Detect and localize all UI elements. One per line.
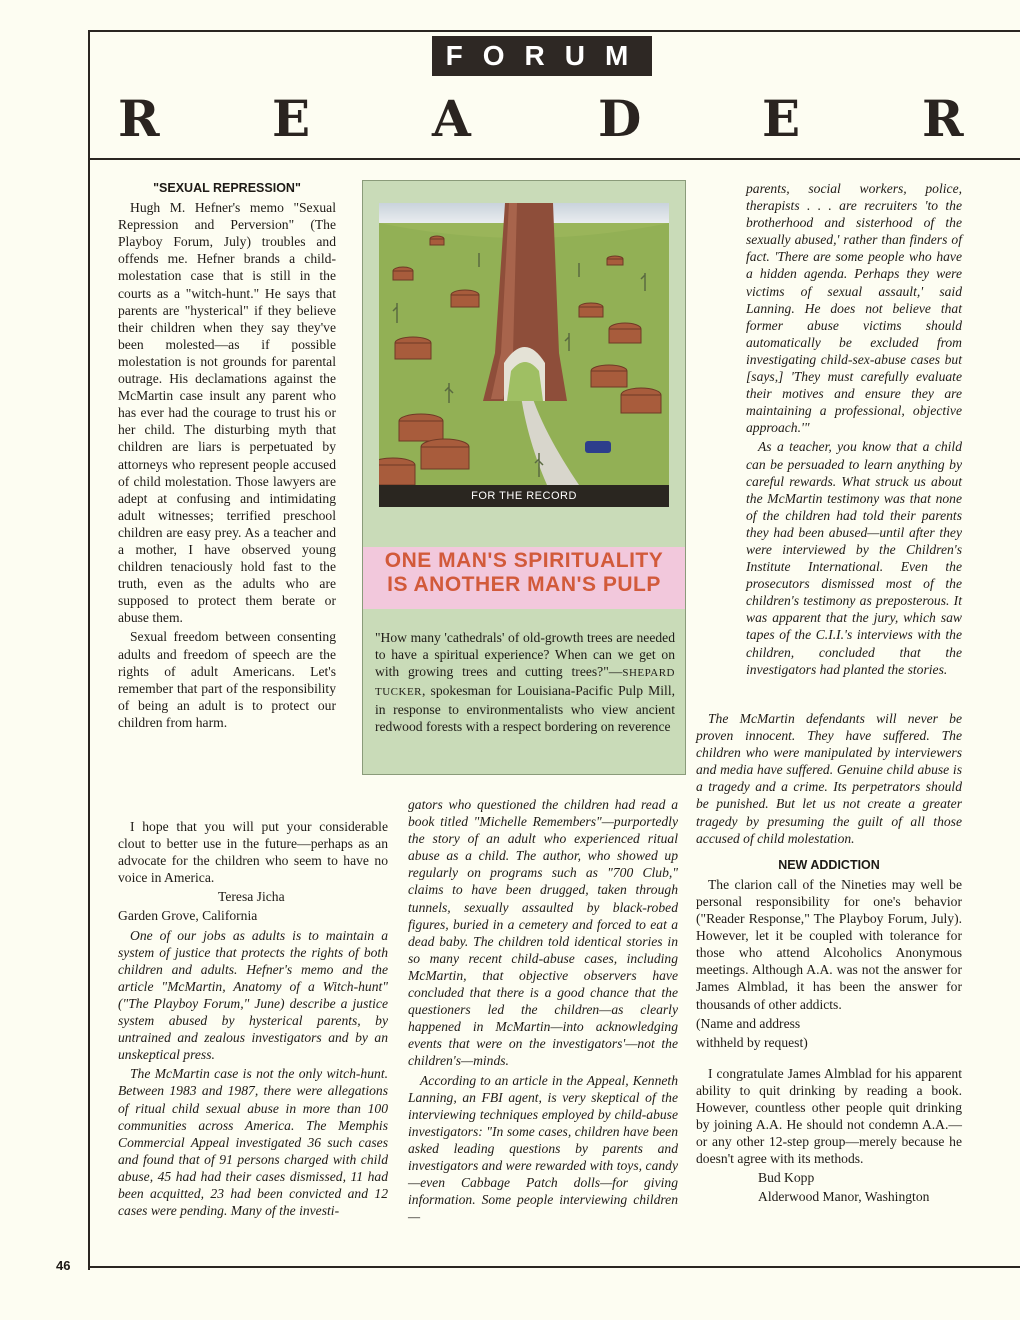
withheld-line: (Name and address <box>696 1015 801 1031</box>
title-letter: D <box>598 89 642 148</box>
section-label: FORUM <box>432 36 652 76</box>
letter-paragraph: According to an article in the Appeal, Kenneth Lanning, an FBI agent, is very skeptical of the interviewing techniques employed by child-abuse investigators: "In some cases, children have been asked leading questions by parents and investigators and were rewarded with toys, candy—even Cabbage Patch dolls—for giving information. Some people interviewing children— <box>408 1072 678 1225</box>
right-column-upper <box>746 180 962 680</box>
letter-paragraph: I hope that you will put your considerable clout to better use in the future—perhaps as an advocate for the children who seem to have no voice in America. <box>118 819 388 886</box>
right-column-lower <box>696 710 962 1208</box>
letter-paragraph: parents, social workers, police, therapists . . . are recruiters 'to the brotherhood and sisterhood of the sexually abused,' rather than finders of fact. 'There are some people who have a hidden agenda. Perhaps they were victims of sexual assault,' said Lanning. He does not believe that former abuse victims should automatically be excluded from investigating child-sex-abuse cases but [says,] 'They must carefully evaluate their motives and ensure they are maintaining a professional, objective approach.'" <box>746 181 962 436</box>
signature-name: Teresa Jicha <box>218 889 285 905</box>
frame-left-rule <box>88 30 90 1270</box>
left-column-lower <box>118 818 388 1221</box>
letter-paragraph: As a teacher, you know that a child can be persuaded to learn anything by careful rewards. What struck us about the McMartin testimony was that none of the children had told their parents they had been abused—until after they were interviewed by the Children's Institute International. Even the prosecutors dismissed most of the children's testimony as preposterous. It was apparent that the jury, which saw tapes of the C.I.I.'s interviews with the children, concluded that the investigators had planted the stories. <box>746 439 962 677</box>
quote-attribution: , spokesman for Louisiana-Pacific Pulp Mill, in response to environmentalists who view ancient redwood forests with a respect bordering on reverence <box>375 683 675 734</box>
sidebar-caption: FOR THE RECORD <box>379 485 669 507</box>
letter-paragraph: gators who questioned the children had read a book titled "Michelle Remembers"—purportedly the story of an adult who experienced ritual abuse as a child. The author, who showed up regularly on programs such as "700 Club," claims to have been drugged, taken through tunnels, sexually assaulted by black-robed figures, buried in a cemetery and forced to eat a dead baby. The children told identical stories in so many recent child-abuse cases, including McMartin, that objective observers have concluded that there is a good chance that the questioners led the children—as clearly happened in McMartin—into acknowledging events that were on the investigators'—not the children's—minds. <box>408 797 678 1069</box>
letter-paragraph: Hugh M. Hefner's memo "Sexual Repression and Perversion" (The Playboy Forum, July) troubles and offends me. Hefner brands a child-molestation case that is still in the courts as a "witch-hunt." He says that parents are "hysterical" if they believe their children when they say they've been molested—as if possible molestation is not grounds for parental outrage. His declamations against the McMartin case insult any parent who has ever had the courage to trust his or her child. The disturbing myth that children are liars is perpetuated by attorneys who represent people accused of child molestation. Those lawyers are adept at confusing and intimidating adult witnesses; terrified preschool children are easy prey. As a teacher and a mother, I have observed young children tenaciously hold fast to the truth, even as the adults who are supposed to protect them berate or abuse them. <box>118 200 336 626</box>
letter-paragraph: The clarion call of the Nineties may well be personal responsibility for one's behavior ("Reader Response," The Playboy Forum, July). However, let it be coupled with tolerance for those who attend Alcoholics Anonymous meetings. Although A.A. was not the answer for James Almblad, it has been the answer for thousands of other addicts. <box>696 876 962 1012</box>
masthead-rule <box>88 158 1020 160</box>
letter-paragraph: The McMartin defendants will never be proven innocent. They have suffered. The children who were manipulated by interviewers and media have suffered. Genuine child abuse is a tragedy and a crime. Its perpetrators should be punished. But let us not create a greater tragedy by presuming the guilt of all those accused of child molestation. <box>696 711 962 846</box>
middle-column <box>408 796 678 1227</box>
page-number: 46 <box>56 1258 71 1273</box>
sidebar-headline <box>363 549 685 597</box>
title-letter: R <box>922 89 964 148</box>
signature-place: Alderwood Manor, Washington <box>758 1189 930 1205</box>
title-letter: E <box>762 89 801 148</box>
title-letter: A <box>432 89 471 148</box>
frame-top-rule <box>88 30 1020 32</box>
illustration-svg <box>379 203 669 485</box>
quote-speaker: SHEPARD TUCKER <box>375 667 675 698</box>
sidebar-quote <box>375 629 675 735</box>
withheld-line: withheld by request) <box>696 1034 808 1050</box>
letter-heading: NEW ADDICTION <box>778 857 880 872</box>
signature-name: Bud Kopp <box>758 1170 815 1186</box>
footer-rule <box>88 1266 1020 1268</box>
headline-line: ONE MAN'S SPIRITUALITY <box>384 549 664 572</box>
letter-paragraph: One of our jobs as adults is to maintain a system of justice that protects the rights of both children and adults. Hefner's memo and the article "McMartin, Anatomy of a Witch-hunt" ("The Playboy Forum," June) describe a justice system abused by hysterical parents, by untrained and zealous investigators and by an unskeptical press. <box>118 927 388 1063</box>
letter-heading: "SEXUAL REPRESSION" <box>153 181 301 195</box>
headline-line: IS ANOTHER MAN'S PULP <box>387 573 661 596</box>
letter-paragraph: Sexual freedom between consenting adults and freedom of speech are the rights of adult Americans. Let's remember that part of the responsibility of being an adult is to protect our children from harm. <box>118 629 336 730</box>
letter-paragraph: The McMartin case is not the only witch-hunt. Between 1983 and 1987, there were allegations of ritual child sexual abuse in more than 100 communities across America. The Memphis Commercial Appeal investigated 36 such cases and found that of 91 persons charged with child abuse, 45 had had their cases dismissed, 11 had been acquitted, 23 had been convicted and 12 cases were pending. Many of the investi- <box>118 1066 388 1219</box>
tree-stump-illustration <box>379 203 669 485</box>
quote-text: "How many 'cathedrals' of old-growth trees are needed to have a spiritual experience? When can we get on with growing trees and cutting trees?"— <box>375 630 675 679</box>
title-letter: E <box>272 89 311 148</box>
signature-place: Garden Grove, California <box>118 908 258 924</box>
left-column-upper <box>118 180 336 733</box>
letter-paragraph: I congratulate James Almblad for his apparent ability to quit drinking by reading a book. However, countless other people quit drinking by joining A.A. He should not condemn A.A.—or any other 12-step group—merely because he doesn't agree with its methods. <box>696 1065 962 1167</box>
title-letter: R <box>118 89 160 148</box>
for-the-record-box <box>362 180 686 775</box>
